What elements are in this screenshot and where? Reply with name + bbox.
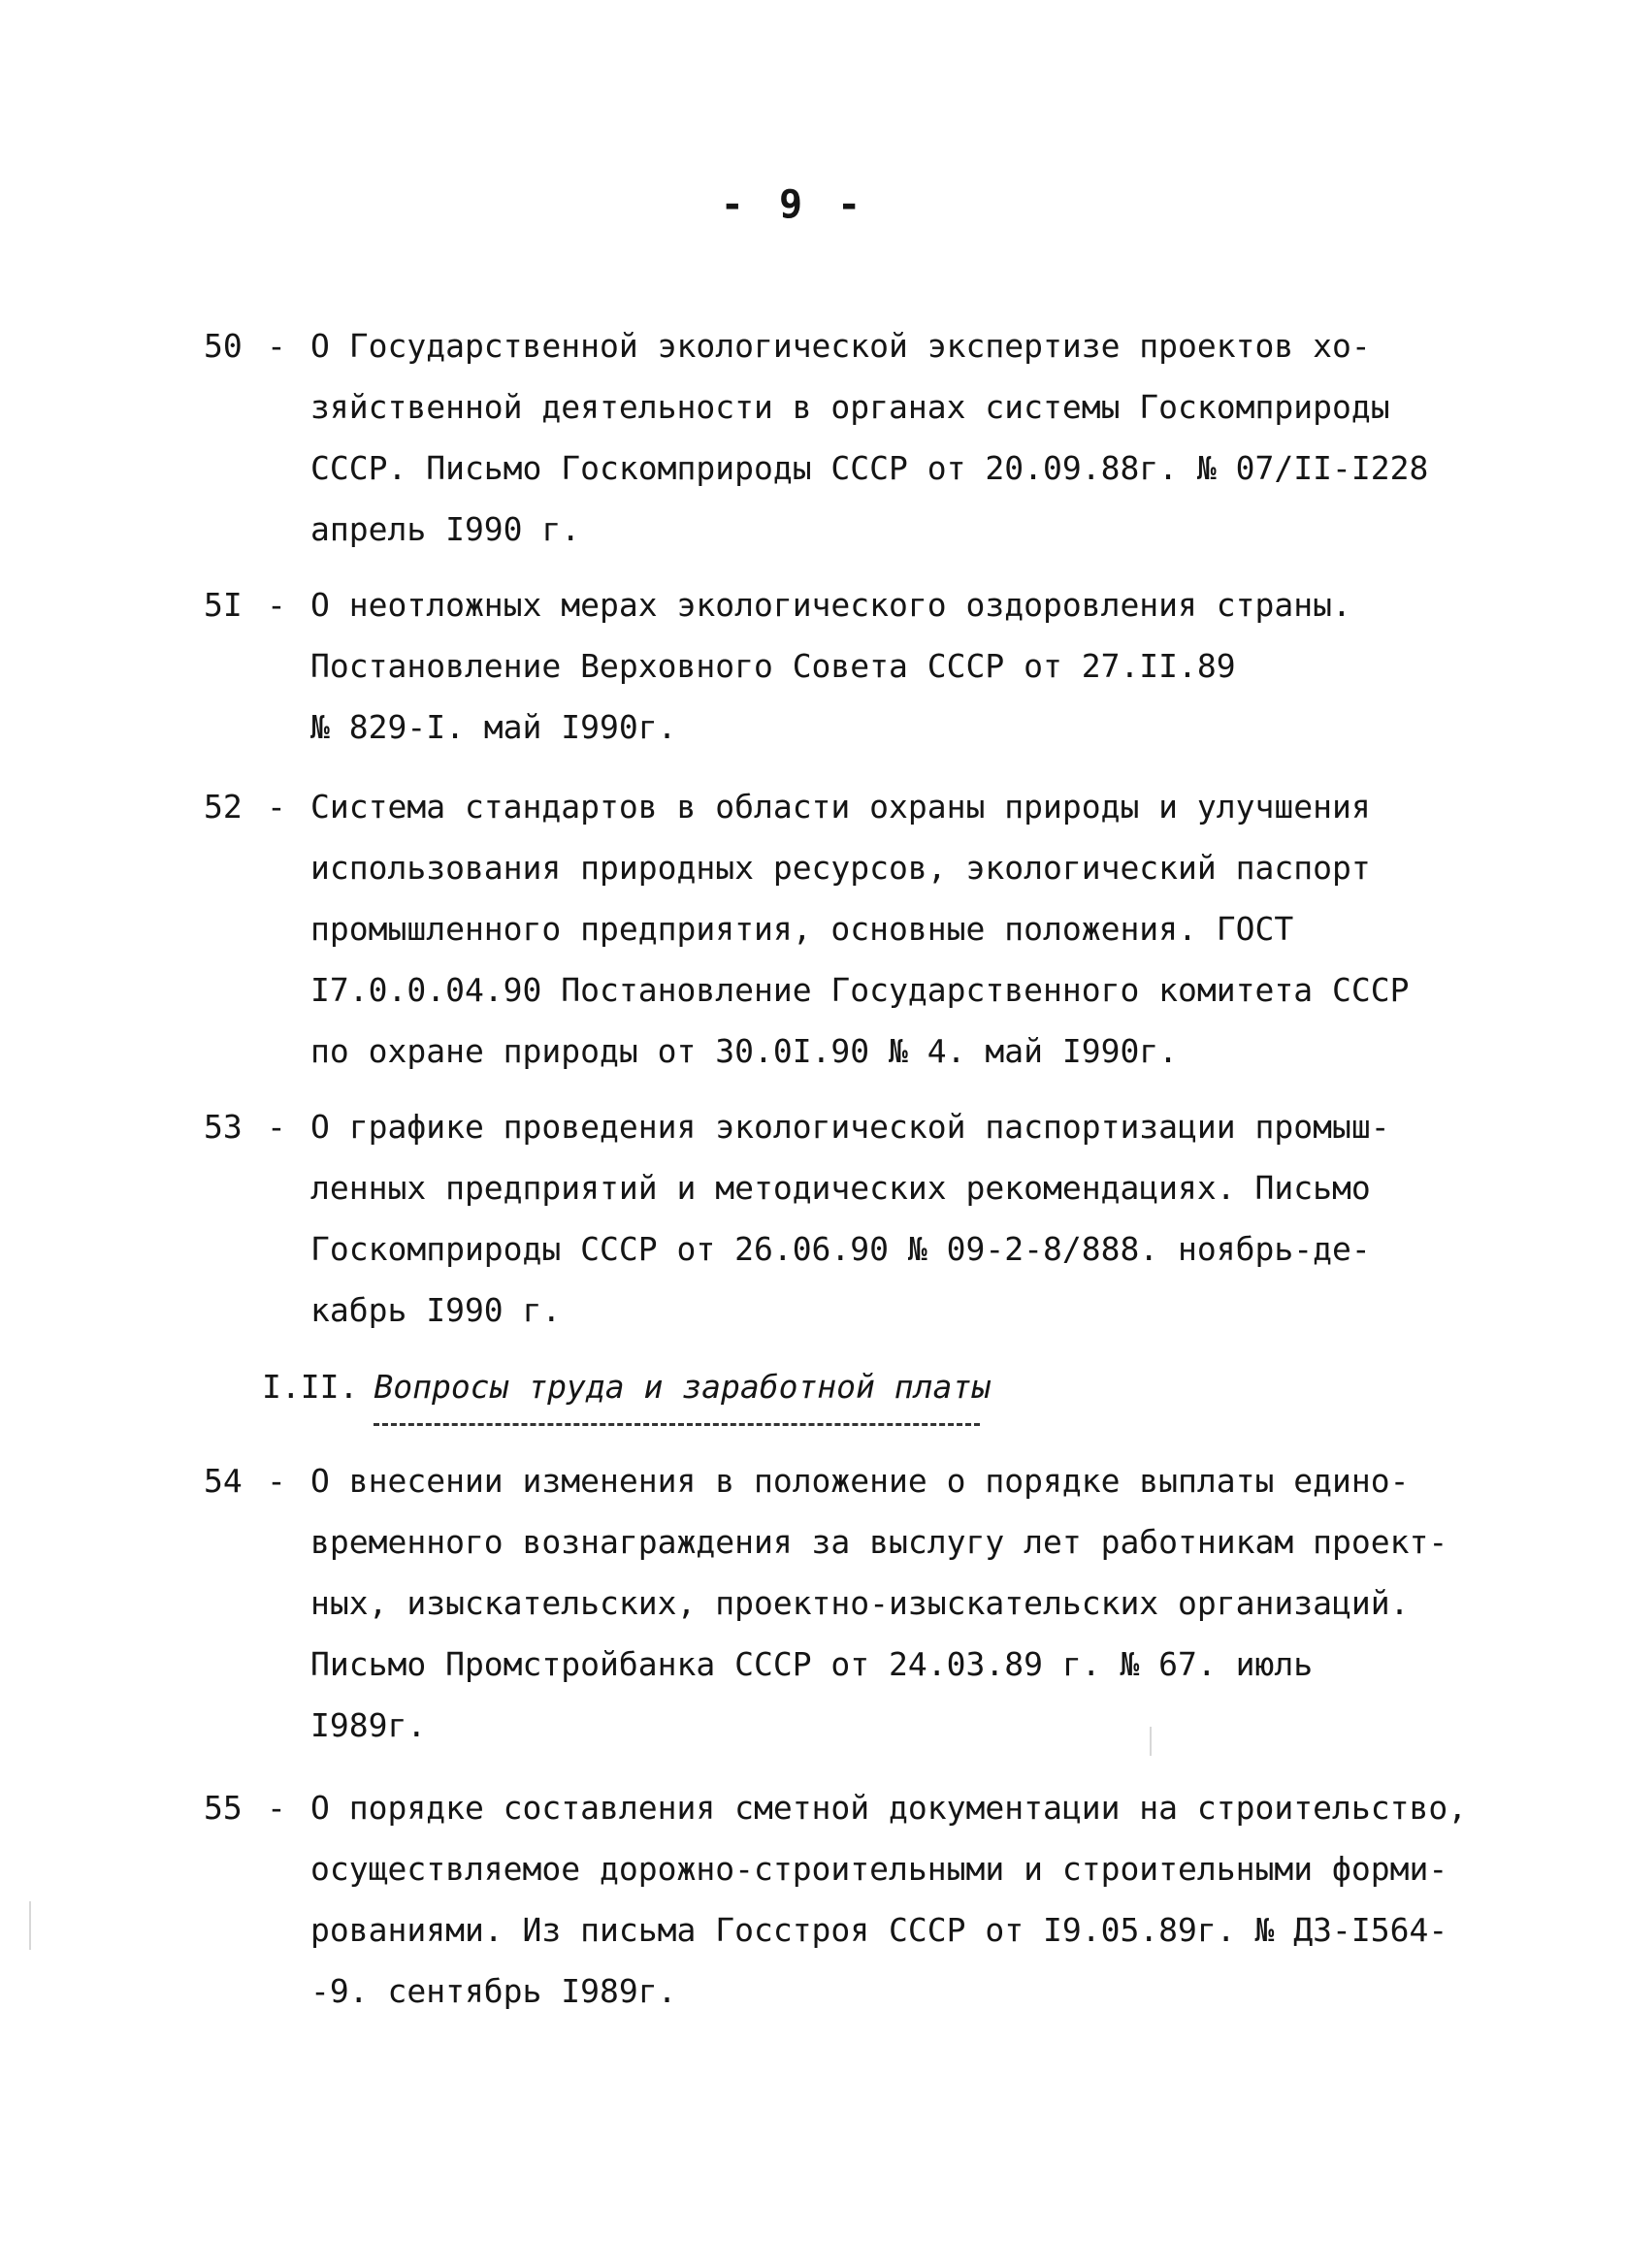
item-dash: - xyxy=(267,1462,286,1500)
item-text-line: -9. сентябрь I989г. xyxy=(310,1972,677,2010)
section-heading xyxy=(262,1363,991,1411)
section-title: Вопросы труда и заработной платы xyxy=(374,1368,992,1406)
item-number: 52 xyxy=(204,788,243,826)
item-text-line: использования природных ресурсов, экологический паспорт xyxy=(310,849,1371,887)
list-item xyxy=(204,1450,1455,1756)
item-text-line: рованиями. Из письма Госстроя СССР от I9.05.89г. № ДЗ-I564- xyxy=(310,1911,1448,1949)
item-text-line: Система стандартов в области охраны природы и улучшения xyxy=(310,788,1371,826)
item-text-line: СССР. Письмо Госкомприроды СССР от 20.09.88г. № 07/II-I228 xyxy=(310,449,1429,487)
item-text-line: ных, изыскательских, проектно-изыскательских организаций. xyxy=(310,1584,1410,1622)
item-text-line: временного вознаграждения за выслугу лет работникам проект- xyxy=(310,1523,1448,1561)
item-number: 54 xyxy=(204,1462,243,1500)
item-text-line: О графике проведения экологической паспортизации промыш- xyxy=(310,1108,1390,1146)
item-text-line: Письмо Промстройбанка СССР от 24.03.89 г. № 67. июль xyxy=(310,1645,1314,1683)
section-underline xyxy=(374,1423,980,1426)
item-number: 50 xyxy=(204,327,243,365)
item-number: 53 xyxy=(204,1108,243,1146)
item-number: 5I xyxy=(204,586,243,624)
item-text-line: зяйственной деятельности в органах системы Госкомприроды xyxy=(310,388,1390,426)
item-text-line: апрель I990 г. xyxy=(310,510,581,548)
item-text-line: Постановление Верховного Совета СССР от 27.II.89 xyxy=(310,647,1236,685)
page-number: - 9 - xyxy=(720,182,867,227)
item-text-line: осуществляемое дорожно-строительными и строительными форми- xyxy=(310,1850,1448,1888)
item-text-line: ленных предприятий и методических рекомендациях. Письмо xyxy=(310,1169,1371,1207)
list-item xyxy=(204,315,1455,560)
item-dash: - xyxy=(267,788,286,826)
item-text-line: Госкомприроды СССР от 26.06.90 № 09-2-8/888. ноябрь-де- xyxy=(310,1230,1371,1268)
item-text-line: промышленного предприятия, основные положения. ГОСТ xyxy=(310,910,1294,948)
item-text-line: № 829-I. май I990г. xyxy=(310,708,677,746)
item-dash: - xyxy=(267,327,286,365)
item-dash: - xyxy=(267,1789,286,1827)
list-item xyxy=(204,1777,1468,2022)
list-item xyxy=(204,776,1455,1082)
item-text-line: О внесении изменения в положение о порядке выплаты едино- xyxy=(310,1462,1410,1500)
list-item xyxy=(204,1096,1455,1341)
item-dash: - xyxy=(267,586,286,624)
list-item xyxy=(204,574,1455,758)
item-text-line: О неотложных мерах экологического оздоровления страны. xyxy=(310,586,1351,624)
item-number: 55 xyxy=(204,1789,243,1827)
item-text-line: по охране природы от 30.0I.90 № 4. май I990г. xyxy=(310,1032,1179,1070)
item-text-line: I989г. xyxy=(310,1706,427,1744)
item-text-line: О порядке составления сметной документации на строительство, xyxy=(310,1789,1468,1827)
item-text-line: I7.0.0.04.90 Постановление Государственного комитета СССР xyxy=(310,971,1410,1009)
scan-artifact xyxy=(1150,1727,1152,1756)
item-text-line: О Государственной экологической экспертизе проектов хо- xyxy=(310,327,1371,365)
section-number: I.II. xyxy=(262,1368,359,1406)
item-text-line: кабрь I990 г. xyxy=(310,1291,562,1329)
item-dash: - xyxy=(267,1108,286,1146)
scan-artifact xyxy=(29,1901,31,1950)
